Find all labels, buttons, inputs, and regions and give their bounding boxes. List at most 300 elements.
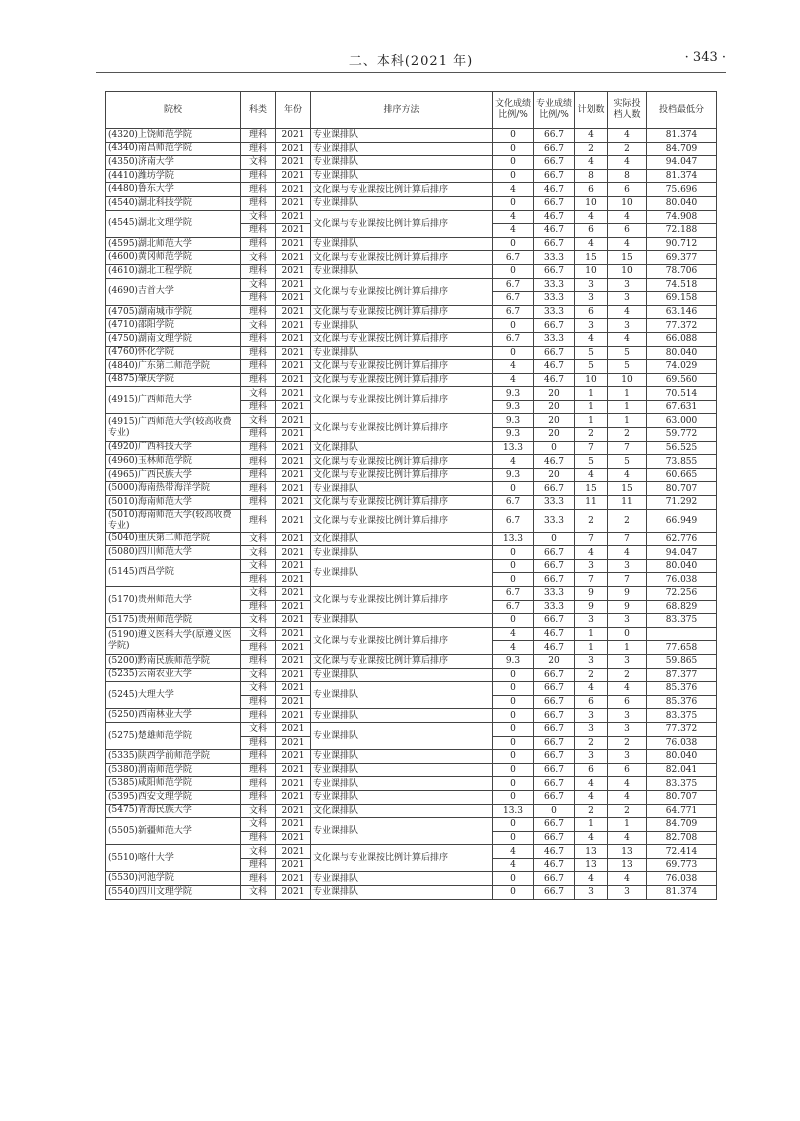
method-cell: 专业课排队 [311, 546, 493, 560]
method-cell: 专业课排队 [311, 129, 493, 143]
type-cell: 文科 [241, 614, 276, 628]
wen-ratio-cell: 6.7 [493, 600, 534, 614]
school-cell: (5275)楚雄师范学院 [106, 722, 241, 749]
year-cell: 2021 [276, 736, 311, 750]
year-cell: 2021 [276, 872, 311, 886]
min-score-cell: 67.631 [647, 400, 717, 414]
zhuan-ratio-cell: 20 [534, 400, 575, 414]
school-cell: (4915)广西师范大学(较高收费专业) [106, 414, 241, 441]
zhuan-ratio-cell: 66.7 [534, 886, 575, 900]
zhuan-ratio-cell: 46.7 [534, 224, 575, 238]
school-cell: (5175)贵州师范学院 [106, 614, 241, 628]
zhuan-ratio-cell: 66.7 [534, 614, 575, 628]
year-cell: 2021 [276, 387, 311, 401]
type-cell: 理科 [241, 496, 276, 510]
actual-cell: 15 [608, 482, 647, 496]
zhuan-ratio-cell: 66.7 [534, 319, 575, 333]
min-score-cell: 83.375 [647, 614, 717, 628]
plan-cell: 4 [575, 129, 608, 143]
type-cell: 文科 [241, 414, 276, 428]
table-row [106, 414, 717, 428]
table-row [106, 559, 717, 573]
col-actual: 实际投档人数 [608, 92, 647, 129]
plan-cell: 2 [575, 509, 608, 532]
min-score-cell: 64.771 [647, 804, 717, 818]
type-cell: 理科 [241, 237, 276, 251]
table-row [106, 763, 717, 777]
table-row [106, 509, 717, 532]
actual-cell: 3 [608, 614, 647, 628]
school-cell: (5530)河池学院 [106, 872, 241, 886]
table-row [106, 251, 717, 265]
table-row [106, 305, 717, 319]
school-cell: (5505)新疆师范大学 [106, 818, 241, 845]
zhuan-ratio-cell: 33.3 [534, 278, 575, 292]
type-cell: 理科 [241, 641, 276, 655]
wen-ratio-cell: 4 [493, 224, 534, 238]
actual-cell: 2 [608, 142, 647, 156]
zhuan-ratio-cell: 33.3 [534, 587, 575, 601]
zhuan-ratio-cell: 33.3 [534, 292, 575, 306]
type-cell: 文科 [241, 722, 276, 736]
actual-cell: 5 [608, 360, 647, 374]
type-cell: 理科 [241, 777, 276, 791]
type-cell: 文科 [241, 546, 276, 560]
actual-cell: 6 [608, 224, 647, 238]
wen-ratio-cell: 0 [493, 614, 534, 628]
year-cell: 2021 [276, 654, 311, 668]
year-cell: 2021 [276, 169, 311, 183]
year-cell: 2021 [276, 237, 311, 251]
method-cell: 专业课排队 [311, 264, 493, 278]
method-cell: 文化课与专业课按比例计算后排序 [311, 360, 493, 374]
type-cell: 文科 [241, 886, 276, 900]
method-cell: 文化课与专业课按比例计算后排序 [311, 332, 493, 346]
col-min-score: 投档最低分 [647, 92, 717, 129]
zhuan-ratio-cell: 0 [534, 441, 575, 455]
school-cell: (4875)肇庆学院 [106, 373, 241, 387]
type-cell: 理科 [241, 169, 276, 183]
plan-cell: 5 [575, 346, 608, 360]
year-cell: 2021 [276, 627, 311, 641]
method-cell: 专业课排队 [311, 682, 493, 709]
method-cell: 专业课排队 [311, 818, 493, 845]
school-cell: (4760)怀化学院 [106, 346, 241, 360]
year-cell: 2021 [276, 886, 311, 900]
zhuan-ratio-cell: 46.7 [534, 627, 575, 641]
zhuan-ratio-cell: 66.7 [534, 169, 575, 183]
table-row [106, 210, 717, 224]
table-row [106, 627, 717, 641]
year-cell: 2021 [276, 722, 311, 736]
zhuan-ratio-cell: 33.3 [534, 332, 575, 346]
table-row [106, 360, 717, 374]
zhuan-ratio-cell: 20 [534, 387, 575, 401]
actual-cell: 13 [608, 845, 647, 859]
table-row [106, 532, 717, 546]
min-score-cell: 73.855 [647, 455, 717, 469]
school-cell: (5200)黔南民族师范学院 [106, 654, 241, 668]
wen-ratio-cell: 0 [493, 790, 534, 804]
min-score-cell: 76.038 [647, 573, 717, 587]
school-cell: (5010)海南师范大学 [106, 496, 241, 510]
method-cell: 专业课排队 [311, 750, 493, 764]
year-cell: 2021 [276, 142, 311, 156]
zhuan-ratio-cell: 66.7 [534, 196, 575, 210]
min-score-cell: 70.514 [647, 387, 717, 401]
year-cell: 2021 [276, 305, 311, 319]
type-cell: 文科 [241, 319, 276, 333]
min-score-cell: 83.375 [647, 709, 717, 723]
method-cell: 文化课与专业课按比例计算后排序 [311, 654, 493, 668]
school-cell: (5170)贵州师范大学 [106, 587, 241, 614]
year-cell: 2021 [276, 573, 311, 587]
year-cell: 2021 [276, 482, 311, 496]
method-cell: 文化课与专业课按比例计算后排序 [311, 509, 493, 532]
type-cell: 理科 [241, 264, 276, 278]
table-row [106, 886, 717, 900]
table-row [106, 804, 717, 818]
wen-ratio-cell: 9.3 [493, 387, 534, 401]
method-cell: 文化课与专业课按比例计算后排序 [311, 183, 493, 197]
page-number: · 343 · [684, 50, 726, 65]
wen-ratio-cell: 6.7 [493, 278, 534, 292]
plan-cell: 9 [575, 587, 608, 601]
year-cell: 2021 [276, 831, 311, 845]
plan-cell: 3 [575, 319, 608, 333]
type-cell: 文科 [241, 818, 276, 832]
method-cell: 文化课与专业课按比例计算后排序 [311, 387, 493, 414]
school-cell: (5190)遵义医科大学(原遵义医学院) [106, 627, 241, 654]
school-cell: (4595)湖北师范大学 [106, 237, 241, 251]
min-score-cell: 78.706 [647, 264, 717, 278]
actual-cell: 4 [608, 872, 647, 886]
zhuan-ratio-cell: 33.3 [534, 305, 575, 319]
plan-cell: 3 [575, 559, 608, 573]
type-cell: 文科 [241, 532, 276, 546]
actual-cell: 1 [608, 400, 647, 414]
year-cell: 2021 [276, 614, 311, 628]
method-cell: 文化课与专业课按比例计算后排序 [311, 305, 493, 319]
type-cell: 理科 [241, 455, 276, 469]
min-score-cell: 85.376 [647, 682, 717, 696]
min-score-cell: 80.040 [647, 346, 717, 360]
method-cell: 专业课排队 [311, 777, 493, 791]
zhuan-ratio-cell: 66.7 [534, 872, 575, 886]
table-row [106, 750, 717, 764]
plan-cell: 7 [575, 532, 608, 546]
min-score-cell: 59.772 [647, 428, 717, 442]
wen-ratio-cell: 0 [493, 573, 534, 587]
year-cell: 2021 [276, 682, 311, 696]
type-cell: 理科 [241, 482, 276, 496]
year-cell: 2021 [276, 509, 311, 532]
school-cell: (4705)湖南城市学院 [106, 305, 241, 319]
plan-cell: 4 [575, 237, 608, 251]
type-cell: 文科 [241, 210, 276, 224]
school-cell: (5335)陕西学前师范学院 [106, 750, 241, 764]
min-score-cell: 94.047 [647, 546, 717, 560]
plan-cell: 10 [575, 264, 608, 278]
zhuan-ratio-cell: 46.7 [534, 845, 575, 859]
method-cell: 专业课排队 [311, 668, 493, 682]
table-row [106, 614, 717, 628]
school-cell: (5245)大理大学 [106, 682, 241, 709]
type-cell: 文科 [241, 627, 276, 641]
actual-cell: 5 [608, 346, 647, 360]
min-score-cell: 62.776 [647, 532, 717, 546]
plan-cell: 4 [575, 546, 608, 560]
method-cell: 文化课与专业课按比例计算后排序 [311, 251, 493, 265]
table-row [106, 441, 717, 455]
year-cell: 2021 [276, 183, 311, 197]
year-cell: 2021 [276, 818, 311, 832]
actual-cell: 3 [608, 709, 647, 723]
plan-cell: 2 [575, 736, 608, 750]
min-score-cell: 81.374 [647, 169, 717, 183]
method-cell: 文化课排队 [311, 441, 493, 455]
school-cell: (4690)吉首大学 [106, 278, 241, 305]
type-cell: 理科 [241, 872, 276, 886]
wen-ratio-cell: 0 [493, 722, 534, 736]
wen-ratio-cell: 0 [493, 818, 534, 832]
zhuan-ratio-cell: 33.3 [534, 509, 575, 532]
min-score-cell: 63.146 [647, 305, 717, 319]
school-cell: (4410)潍坊学院 [106, 169, 241, 183]
zhuan-ratio-cell: 20 [534, 654, 575, 668]
plan-cell: 2 [575, 142, 608, 156]
school-cell: (5395)西安文理学院 [106, 790, 241, 804]
plan-cell: 2 [575, 804, 608, 818]
actual-cell: 5 [608, 455, 647, 469]
min-score-cell: 83.375 [647, 777, 717, 791]
school-cell: (5385)咸阳师范学院 [106, 777, 241, 791]
school-cell: (5475)青海民族大学 [106, 804, 241, 818]
wen-ratio-cell: 0 [493, 750, 534, 764]
year-cell: 2021 [276, 156, 311, 170]
wen-ratio-cell: 0 [493, 763, 534, 777]
min-score-cell: 72.414 [647, 845, 717, 859]
wen-ratio-cell: 4 [493, 641, 534, 655]
min-score-cell: 81.374 [647, 129, 717, 143]
type-cell: 理科 [241, 360, 276, 374]
year-cell: 2021 [276, 763, 311, 777]
plan-cell: 6 [575, 695, 608, 709]
min-score-cell: 75.696 [647, 183, 717, 197]
actual-cell: 4 [608, 210, 647, 224]
type-cell: 文科 [241, 682, 276, 696]
type-cell: 理科 [241, 468, 276, 482]
actual-cell: 4 [608, 831, 647, 845]
plan-cell: 1 [575, 818, 608, 832]
plan-cell: 3 [575, 654, 608, 668]
actual-cell: 3 [608, 278, 647, 292]
plan-cell: 13 [575, 858, 608, 872]
min-score-cell: 69.377 [647, 251, 717, 265]
admission-table [105, 91, 717, 900]
type-cell: 文科 [241, 804, 276, 818]
school-cell: (4610)湖北工程学院 [106, 264, 241, 278]
wen-ratio-cell: 0 [493, 777, 534, 791]
method-cell: 文化课与专业课按比例计算后排序 [311, 210, 493, 237]
actual-cell: 4 [608, 237, 647, 251]
min-score-cell: 68.829 [647, 600, 717, 614]
type-cell: 文科 [241, 278, 276, 292]
year-cell: 2021 [276, 468, 311, 482]
zhuan-ratio-cell: 0 [534, 804, 575, 818]
wen-ratio-cell: 0 [493, 831, 534, 845]
method-cell: 文化课与专业课按比例计算后排序 [311, 845, 493, 872]
school-cell: (4915)广西师范大学 [106, 387, 241, 414]
min-score-cell: 94.047 [647, 156, 717, 170]
plan-cell: 9 [575, 600, 608, 614]
table-row [106, 818, 717, 832]
page-header [96, 46, 726, 72]
zhuan-ratio-cell: 66.7 [534, 573, 575, 587]
year-cell: 2021 [276, 441, 311, 455]
wen-ratio-cell: 13.3 [493, 441, 534, 455]
method-cell: 文化课排队 [311, 532, 493, 546]
plan-cell: 4 [575, 777, 608, 791]
plan-cell: 1 [575, 414, 608, 428]
school-cell: (5250)西南林业大学 [106, 709, 241, 723]
type-cell: 理科 [241, 196, 276, 210]
wen-ratio-cell: 6.7 [493, 509, 534, 532]
type-cell: 文科 [241, 668, 276, 682]
zhuan-ratio-cell: 66.7 [534, 695, 575, 709]
type-cell: 文科 [241, 251, 276, 265]
zhuan-ratio-cell: 66.7 [534, 668, 575, 682]
type-cell: 文科 [241, 156, 276, 170]
method-cell: 专业课排队 [311, 169, 493, 183]
type-cell: 理科 [241, 573, 276, 587]
year-cell: 2021 [276, 496, 311, 510]
plan-cell: 10 [575, 196, 608, 210]
method-cell: 文化课与专业课按比例计算后排序 [311, 468, 493, 482]
year-cell: 2021 [276, 251, 311, 265]
wen-ratio-cell: 9.3 [493, 428, 534, 442]
type-cell: 理科 [241, 129, 276, 143]
method-cell: 文化课与专业课按比例计算后排序 [311, 587, 493, 614]
school-cell: (4600)黄冈师范学院 [106, 251, 241, 265]
min-score-cell: 76.038 [647, 872, 717, 886]
min-score-cell: 74.908 [647, 210, 717, 224]
plan-cell: 4 [575, 210, 608, 224]
zhuan-ratio-cell: 66.7 [534, 482, 575, 496]
min-score-cell: 66.949 [647, 509, 717, 532]
zhuan-ratio-cell: 20 [534, 468, 575, 482]
actual-cell: 2 [608, 668, 647, 682]
school-cell: (4545)湖北文理学院 [106, 210, 241, 237]
zhuan-ratio-cell: 46.7 [534, 360, 575, 374]
year-cell: 2021 [276, 292, 311, 306]
method-cell: 文化课与专业课按比例计算后排序 [311, 455, 493, 469]
wen-ratio-cell: 6.7 [493, 305, 534, 319]
actual-cell: 10 [608, 264, 647, 278]
min-score-cell: 69.773 [647, 858, 717, 872]
table-row [106, 455, 717, 469]
type-cell: 理科 [241, 400, 276, 414]
actual-cell: 9 [608, 600, 647, 614]
school-cell: (4350)济南大学 [106, 156, 241, 170]
type-cell: 理科 [241, 790, 276, 804]
wen-ratio-cell: 0 [493, 346, 534, 360]
wen-ratio-cell: 0 [493, 196, 534, 210]
plan-cell: 7 [575, 441, 608, 455]
min-score-cell: 72.188 [647, 224, 717, 238]
wen-ratio-cell: 0 [493, 237, 534, 251]
min-score-cell: 81.374 [647, 886, 717, 900]
year-cell: 2021 [276, 532, 311, 546]
method-cell: 专业课排队 [311, 722, 493, 749]
table-row [106, 387, 717, 401]
method-cell: 专业课排队 [311, 156, 493, 170]
actual-cell: 10 [608, 196, 647, 210]
plan-cell: 3 [575, 278, 608, 292]
table-row [106, 872, 717, 886]
type-cell: 理科 [241, 292, 276, 306]
zhuan-ratio-cell: 66.7 [534, 129, 575, 143]
wen-ratio-cell: 4 [493, 627, 534, 641]
table-row [106, 129, 717, 143]
actual-cell: 4 [608, 546, 647, 560]
actual-cell: 3 [608, 886, 647, 900]
min-score-cell: 80.040 [647, 196, 717, 210]
min-score-cell: 74.029 [647, 360, 717, 374]
actual-cell: 0 [608, 627, 647, 641]
wen-ratio-cell: 4 [493, 373, 534, 387]
table-row [106, 183, 717, 197]
min-score-cell: 77.372 [647, 319, 717, 333]
table-row [106, 169, 717, 183]
min-score-cell: 74.518 [647, 278, 717, 292]
school-cell: (4710)邵阳学院 [106, 319, 241, 333]
table-row [106, 482, 717, 496]
zhuan-ratio-cell: 0 [534, 532, 575, 546]
wen-ratio-cell: 9.3 [493, 468, 534, 482]
col-plan: 计划数 [575, 92, 608, 129]
actual-cell: 2 [608, 509, 647, 532]
wen-ratio-cell: 0 [493, 695, 534, 709]
plan-cell: 4 [575, 872, 608, 886]
wen-ratio-cell: 4 [493, 210, 534, 224]
actual-cell: 11 [608, 496, 647, 510]
type-cell: 理科 [241, 142, 276, 156]
method-cell: 专业课排队 [311, 709, 493, 723]
wen-ratio-cell: 0 [493, 169, 534, 183]
type-cell: 理科 [241, 600, 276, 614]
wen-ratio-cell: 0 [493, 886, 534, 900]
type-cell: 理科 [241, 831, 276, 845]
method-cell: 专业课排队 [311, 319, 493, 333]
wen-ratio-cell: 0 [493, 736, 534, 750]
wen-ratio-cell: 0 [493, 129, 534, 143]
actual-cell: 3 [608, 654, 647, 668]
method-cell: 专业课排队 [311, 886, 493, 900]
zhuan-ratio-cell: 46.7 [534, 183, 575, 197]
zhuan-ratio-cell: 33.3 [534, 600, 575, 614]
table-row [106, 682, 717, 696]
zhuan-ratio-cell: 46.7 [534, 210, 575, 224]
year-cell: 2021 [276, 790, 311, 804]
type-cell: 理科 [241, 736, 276, 750]
min-score-cell: 87.377 [647, 668, 717, 682]
min-score-cell: 69.560 [647, 373, 717, 387]
col-type: 科类 [241, 92, 276, 129]
min-score-cell: 80.707 [647, 482, 717, 496]
section-title: 二、本科(2021 年) [348, 54, 474, 69]
table-row [106, 319, 717, 333]
